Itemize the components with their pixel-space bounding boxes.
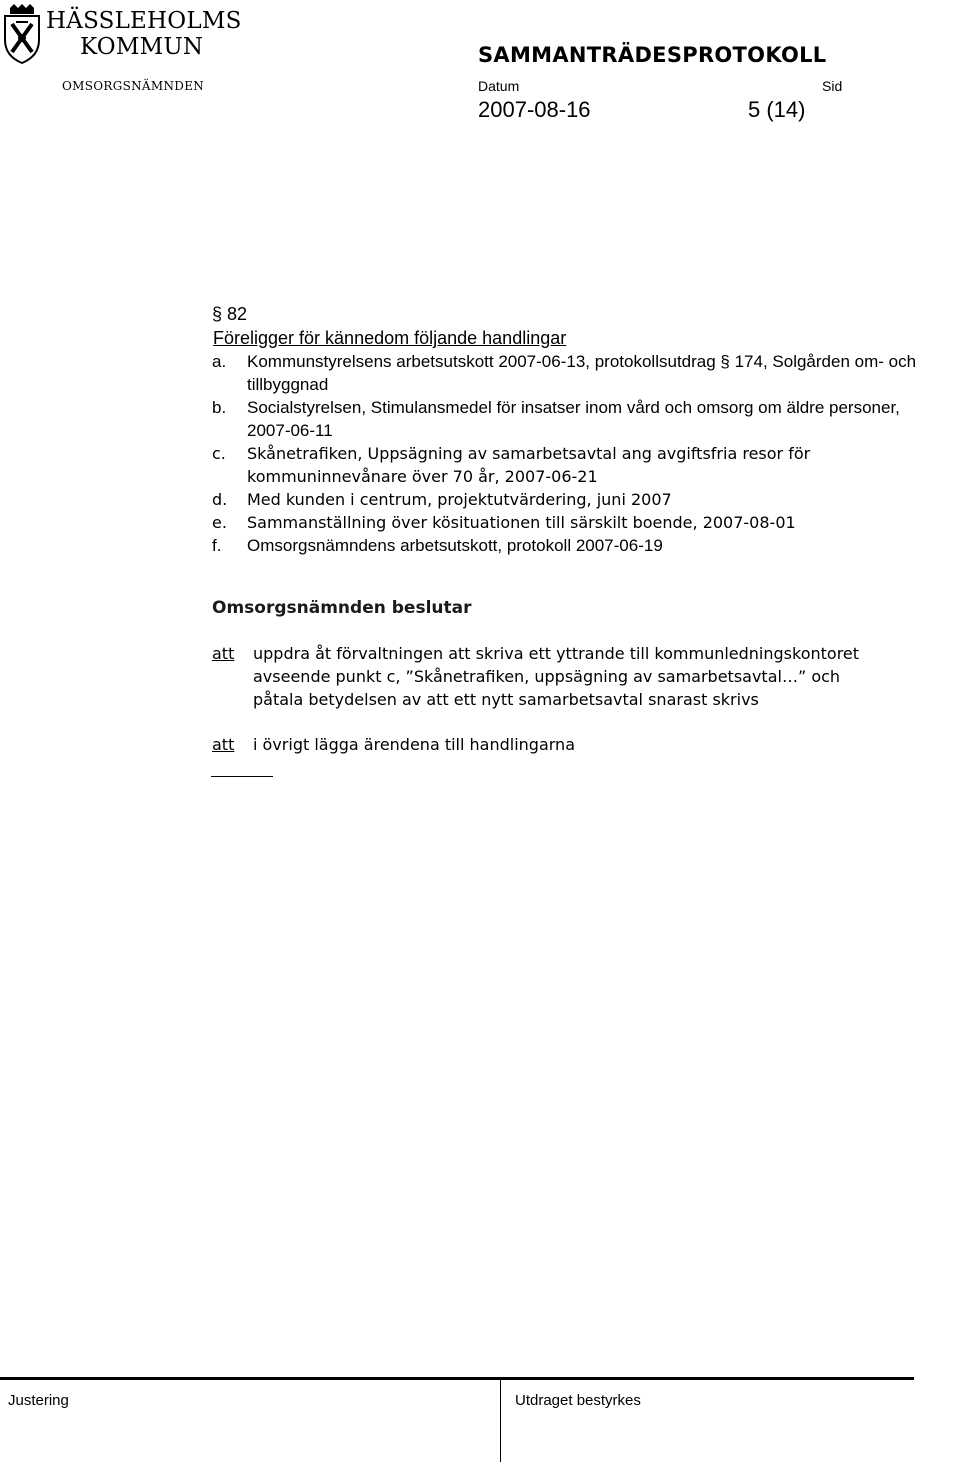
list-item-text: Kommunstyrelsens arbetsutskott 2007-06-13, protokollsutdrag § 174, Solgården om- och tillbyggnad (247, 352, 917, 394)
footer-justering-label: Justering (8, 1392, 69, 1409)
clause-line: uppdra åt förvaltningen att skriva ett yttrande till kommunledningskontoret (253, 644, 860, 663)
list-item-letter: a. (212, 352, 227, 371)
list-item (212, 396, 942, 442)
page-number: 5 (14) (748, 97, 806, 122)
organization-name-line2: KOMMUN (80, 34, 204, 60)
list-item-text: Omsorgsnämndens arbetsutskott, protokoll 2007-06-19 (247, 536, 663, 555)
clause-keyword: att (212, 735, 235, 754)
list-item (212, 442, 942, 488)
list-item (212, 511, 942, 534)
end-divider (211, 776, 273, 777)
footer-rule (0, 1377, 914, 1380)
clause-line: avseende punkt c, ”Skånetrafiken, uppsägning av samarbetsavtal…” och (253, 667, 841, 686)
list-item-text: Skånetrafiken, Uppsägning av samarbetsavtal ang avgiftsfria resor för kommuninnevånare över 70 år, 2007-06-21 (247, 444, 811, 486)
footer-separator (500, 1379, 501, 1462)
footer-attestation-label: Utdraget bestyrkes (515, 1392, 641, 1409)
date-label: Datum (478, 78, 520, 94)
clause-keyword: att (212, 644, 235, 663)
list-item-letter: b. (212, 398, 227, 417)
list-item (212, 534, 942, 557)
list-item-letter: c. (212, 444, 226, 463)
organization-name-line1: HÄSSLEHOLMS (46, 8, 242, 34)
page-label: Sid (822, 78, 843, 94)
list-item (212, 488, 942, 511)
coat-of-arms-icon (2, 4, 42, 64)
list-item (212, 350, 942, 396)
list-item-letter: d. (212, 490, 228, 509)
decision-clause (212, 642, 960, 711)
document-title: SAMMANTRÄDESPROTOKOLL (478, 43, 827, 67)
list-item-text: Med kunden i centrum, projektutvärdering, juni 2007 (247, 490, 672, 509)
list-item-text: Sammanställning över kösituationen till särskilt boende, 2007-08-01 (247, 513, 796, 532)
decision-heading: Omsorgsnämnden beslutar (212, 598, 472, 618)
decision-clause (212, 733, 960, 756)
section-subject: Föreligger för kännedom följande handlingar (213, 328, 567, 348)
section-number: § 82 (212, 304, 248, 324)
list-item-text: Socialstyrelsen, Stimulansmedel för insatser inom vård och omsorg om äldre personer, 2007-06-11 (247, 398, 900, 440)
list-item-letter: e. (212, 513, 227, 532)
meeting-date: 2007-08-16 (478, 97, 591, 122)
clause-line: i övrigt lägga ärendena till handlingarna (253, 735, 575, 754)
clause-line: påtala betydelsen av att ett nytt samarbetsavtal snarast skrivs (253, 690, 759, 709)
list-item-letter: f. (212, 536, 222, 555)
document-list (212, 350, 942, 557)
department-name: OMSORGSNÄMNDEN (62, 79, 205, 93)
